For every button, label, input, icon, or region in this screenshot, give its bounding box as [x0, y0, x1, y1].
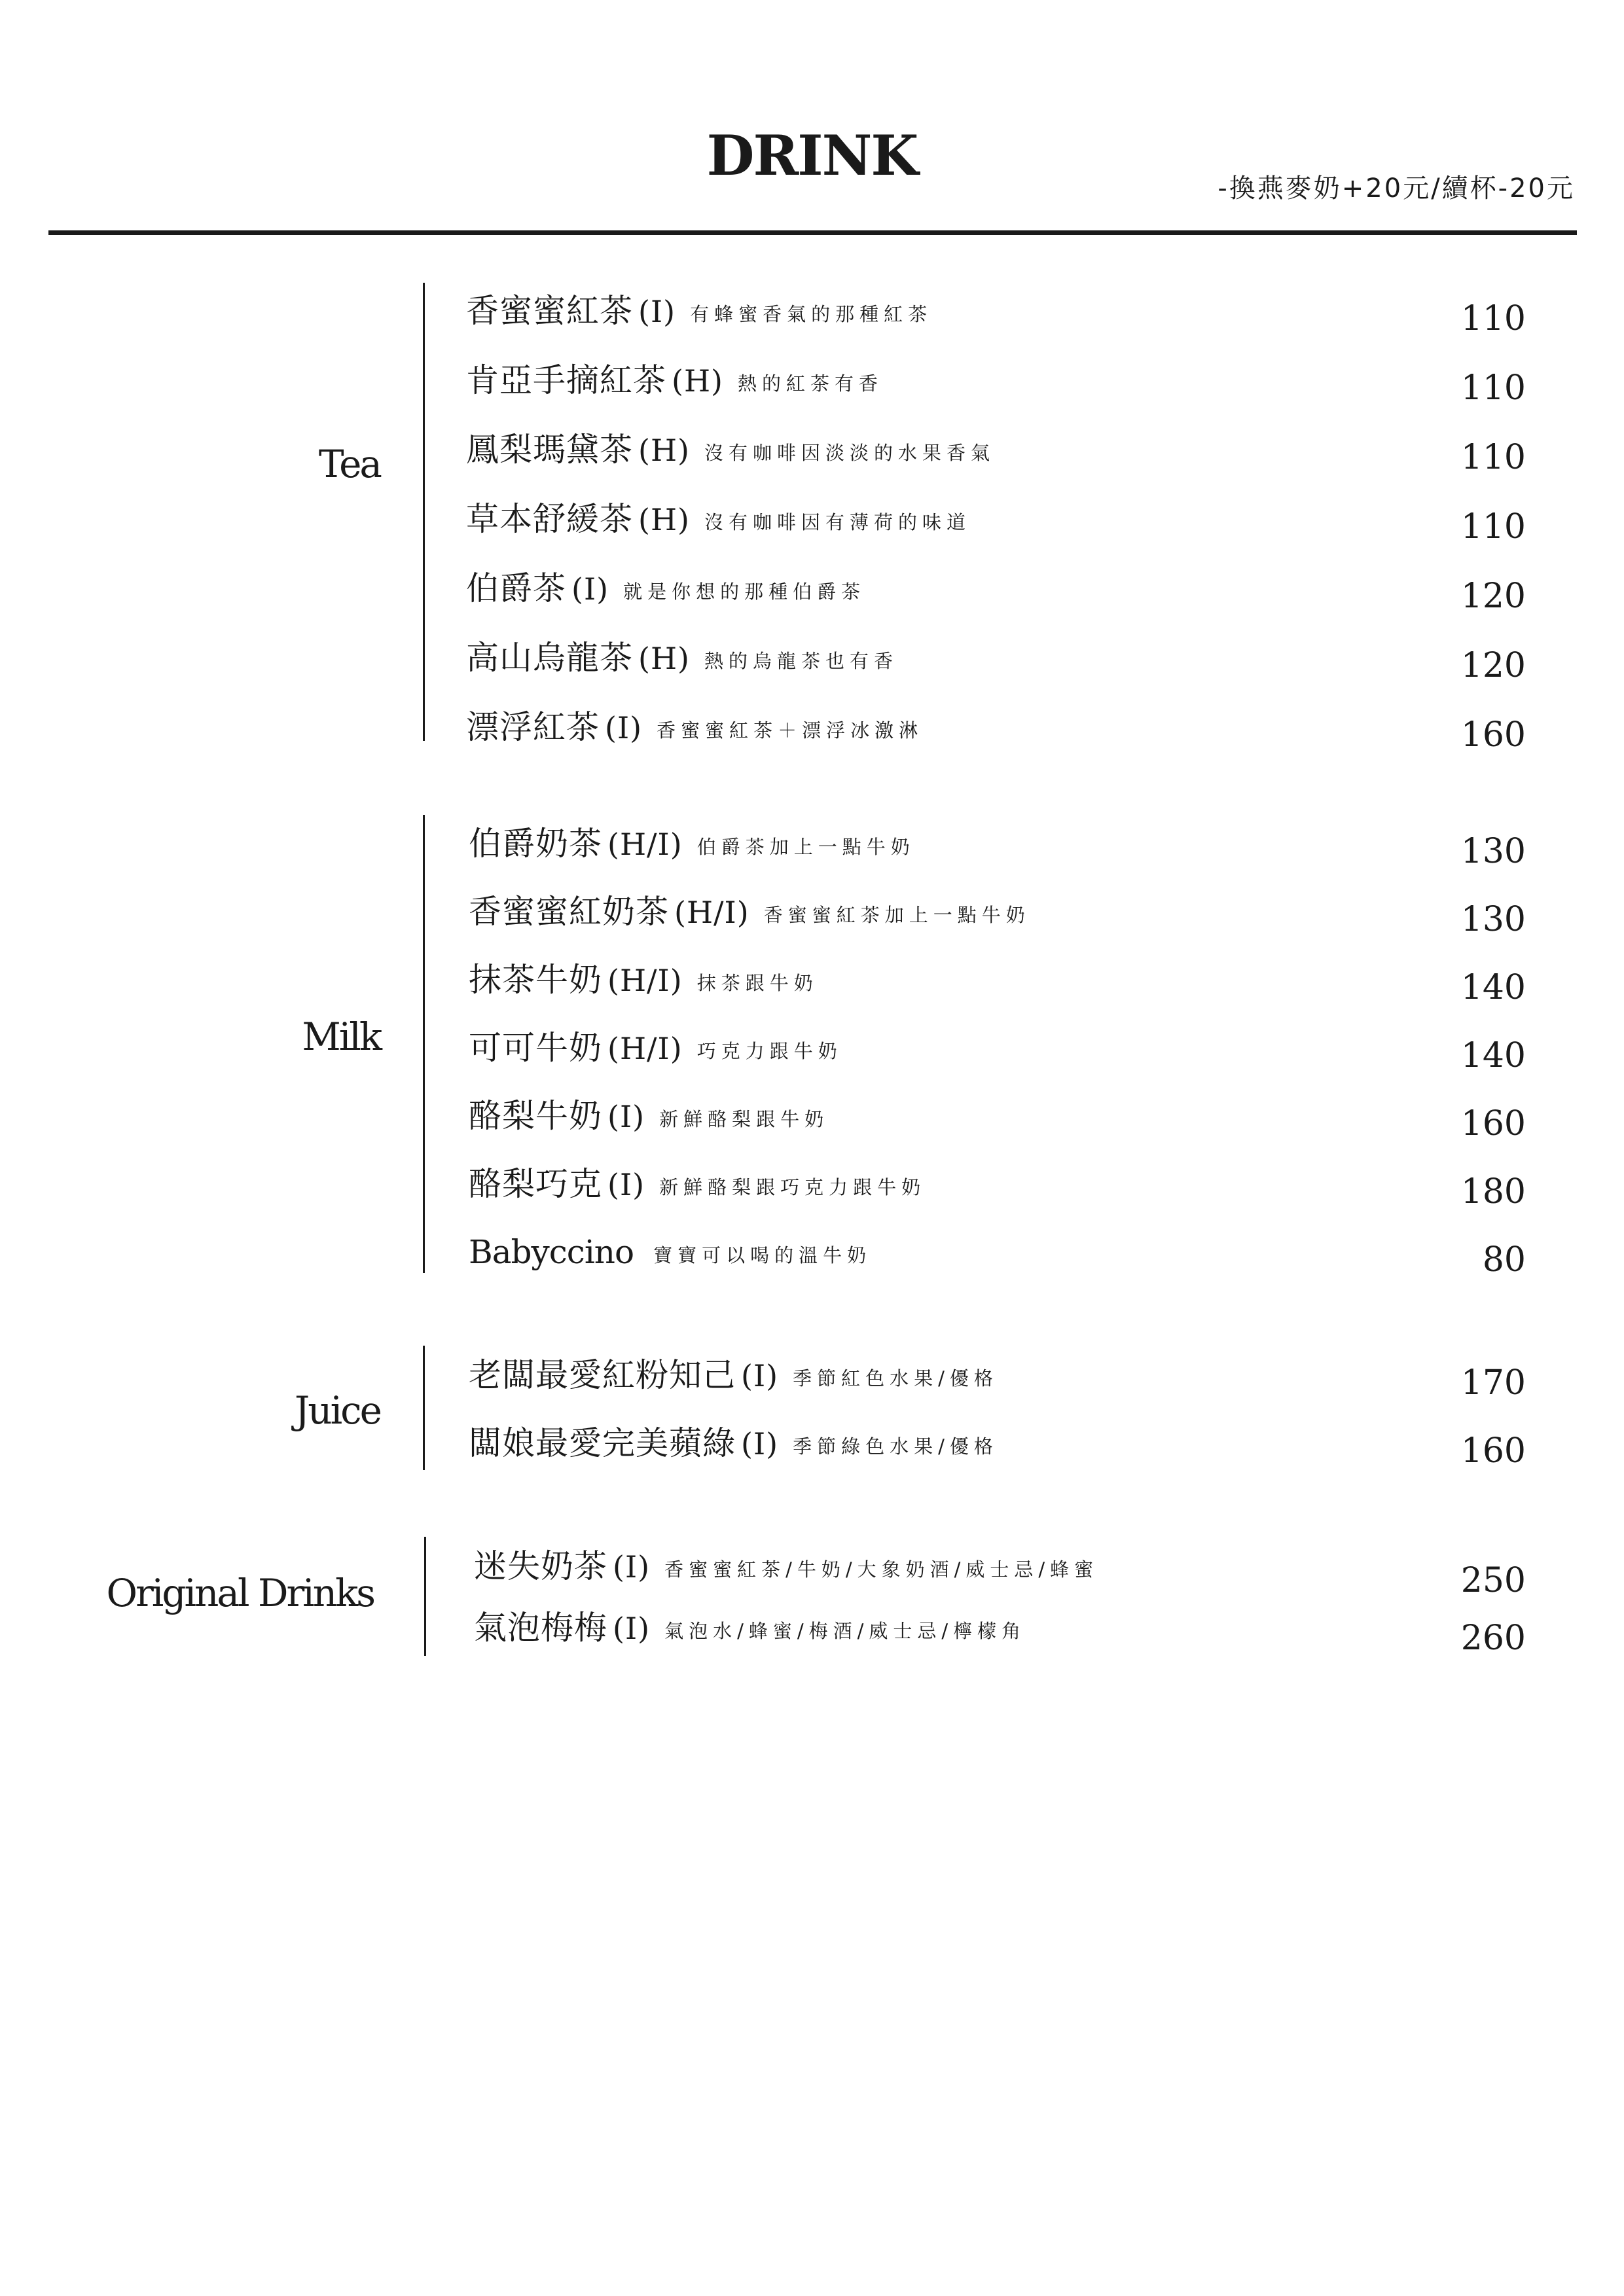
menu-item: [0, 1420, 1624, 1473]
item-price: 160: [1460, 1104, 1526, 1143]
menu-item: [0, 1093, 1624, 1145]
item-desc: 季節紅色水果/優格: [793, 1367, 998, 1390]
menu-item: [0, 635, 1624, 687]
item-desc: 季節綠色水果/優格: [793, 1435, 998, 1458]
item-price: 160: [1460, 1431, 1526, 1471]
item-name: 香蜜蜜紅茶 (I) 有蜂蜜香氣的那種紅茶: [466, 288, 932, 337]
item-name: Babyccino 寶寶可以喝的溫牛奶: [469, 1229, 871, 1278]
category-label: Milk: [302, 1014, 380, 1059]
item-name: 鳳梨瑪黛茶 (H) 沒有咖啡因淡淡的水果香氣: [466, 427, 995, 476]
item-name: 闆娘最愛完美蘋綠 (I) 季節綠色水果/優格: [469, 1420, 998, 1469]
header-divider: [48, 230, 1577, 235]
item-temp: (I): [613, 1549, 651, 1585]
item-temp: (H/I): [607, 827, 683, 862]
item-temp: (H): [638, 433, 691, 468]
item-desc: 沒有咖啡因淡淡的水果香氣: [704, 442, 996, 464]
menu-item: [0, 889, 1624, 941]
item-price: 140: [1460, 1036, 1526, 1075]
item-temp: (I): [613, 1611, 651, 1646]
item-price: 80: [1482, 1240, 1526, 1280]
item-temp: (I): [571, 571, 609, 607]
menu-item: [0, 1352, 1624, 1405]
item-price: 110: [1460, 368, 1526, 408]
item-desc: 熱的烏龍茶也有香: [704, 650, 899, 672]
menu-item: [0, 1605, 1624, 1657]
item-temp: (H/I): [607, 1031, 683, 1066]
menu-item: [0, 1229, 1624, 1282]
menu-item: [0, 427, 1624, 479]
menu-item: [0, 357, 1624, 410]
category-label: Juice: [295, 1388, 380, 1433]
item-desc: 有蜂蜜香氣的那種紅茶: [690, 303, 933, 325]
item-desc: 就是你想的那種伯爵茶: [623, 581, 866, 603]
item-desc: 沒有咖啡因有薄荷的味道: [704, 511, 971, 533]
item-temp: (I): [741, 1426, 779, 1462]
menu-item: [0, 821, 1624, 873]
menu-item: [0, 288, 1624, 340]
item-temp: (I): [638, 294, 676, 329]
item-price: 160: [1460, 715, 1526, 755]
item-name: 氣泡梅梅 (I) 氣泡水/蜂蜜/梅酒/威士忌/檸檬角: [474, 1605, 1026, 1654]
menu-item: [0, 1543, 1624, 1600]
item-name: 可可牛奶 (H/I) 巧克力跟牛奶: [469, 1025, 842, 1074]
menu-title: DRINK: [706, 123, 918, 188]
item-name: 抹茶牛奶 (H/I) 抹茶跟牛奶: [469, 957, 818, 1006]
item-price: 110: [1460, 507, 1526, 547]
menu-item: [0, 704, 1624, 757]
item-temp: (H): [672, 363, 724, 399]
item-desc: 香蜜蜜紅茶/牛奶/大象奶酒/威士忌/蜂蜜: [664, 1558, 1099, 1581]
menu-item: [0, 565, 1624, 618]
item-price: 120: [1460, 646, 1526, 685]
item-desc: 香蜜蜜紅茶＋漂浮冰激淋: [657, 719, 924, 742]
category-label: Tea: [318, 442, 380, 486]
item-name: 伯爵茶 (I) 就是你想的那種伯爵茶: [466, 565, 865, 615]
item-name: 香蜜蜜紅奶茶 (H/I) 香蜜蜜紅茶加上一點牛奶: [469, 889, 1030, 938]
category-label: Original Drinks: [106, 1571, 374, 1615]
item-desc: 熱的紅茶有香: [738, 372, 884, 395]
item-temp: (I): [605, 710, 643, 745]
item-desc: 新鮮酪梨跟巧克力跟牛奶: [659, 1176, 926, 1198]
item-desc: 氣泡水/蜂蜜/梅酒/威士忌/檸檬角: [664, 1620, 1026, 1642]
item-temp: (I): [607, 1167, 645, 1202]
item-desc: 伯爵茶加上一點牛奶: [696, 836, 915, 858]
item-name: 伯爵奶茶 (H/I) 伯爵茶加上一點牛奶: [469, 821, 915, 870]
item-price: 260: [1460, 1619, 1526, 1658]
item-desc: 香蜜蜜紅茶加上一點牛奶: [763, 904, 1030, 926]
item-desc: 寶寶可以喝的溫牛奶: [653, 1244, 872, 1266]
item-temp: (H): [638, 502, 691, 537]
item-temp: (H/I): [607, 963, 683, 998]
item-temp: (H/I): [674, 895, 749, 930]
item-name: 肯亞手摘紅茶 (H) 熱的紅茶有香: [466, 357, 883, 406]
item-price: 130: [1460, 832, 1526, 871]
item-price: 130: [1460, 900, 1526, 939]
menu-item: [0, 957, 1624, 1009]
item-price: 120: [1460, 577, 1526, 616]
item-price: 170: [1460, 1363, 1526, 1403]
item-name: 老闆最愛紅粉知己 (I) 季節紅色水果/優格: [469, 1352, 998, 1401]
item-name: 草本舒緩茶 (H) 沒有咖啡因有薄荷的味道: [466, 496, 971, 545]
item-name: 迷失奶茶 (I) 香蜜蜜紅茶/牛奶/大象奶酒/威士忌/蜂蜜: [474, 1543, 1098, 1592]
item-temp: (I): [607, 1099, 645, 1134]
item-name: 高山烏龍茶 (H) 熱的烏龍茶也有香: [466, 635, 898, 684]
item-price: 140: [1460, 968, 1526, 1007]
item-price: 110: [1460, 438, 1526, 477]
menu-item: [0, 1025, 1624, 1077]
menu-note: -換燕麥奶+20元/續杯-20元: [1218, 173, 1575, 204]
item-price: 180: [1460, 1172, 1526, 1211]
item-name: 酪梨巧克 (I) 新鮮酪梨跟巧克力跟牛奶: [469, 1161, 926, 1210]
menu-item: [0, 1161, 1624, 1213]
item-temp: (H): [638, 641, 691, 676]
item-name: 酪梨牛奶 (I) 新鮮酪梨跟牛奶: [469, 1093, 829, 1142]
item-price: 110: [1460, 299, 1526, 338]
item-name: 漂浮紅茶 (I) 香蜜蜜紅茶＋漂浮冰激淋: [466, 704, 923, 753]
item-price: 250: [1460, 1561, 1526, 1600]
item-desc: 新鮮酪梨跟牛奶: [659, 1108, 829, 1130]
menu-item: [0, 496, 1624, 548]
item-desc: 抹茶跟牛奶: [696, 972, 818, 994]
item-temp: (I): [741, 1358, 779, 1393]
item-desc: 巧克力跟牛奶: [696, 1040, 842, 1062]
